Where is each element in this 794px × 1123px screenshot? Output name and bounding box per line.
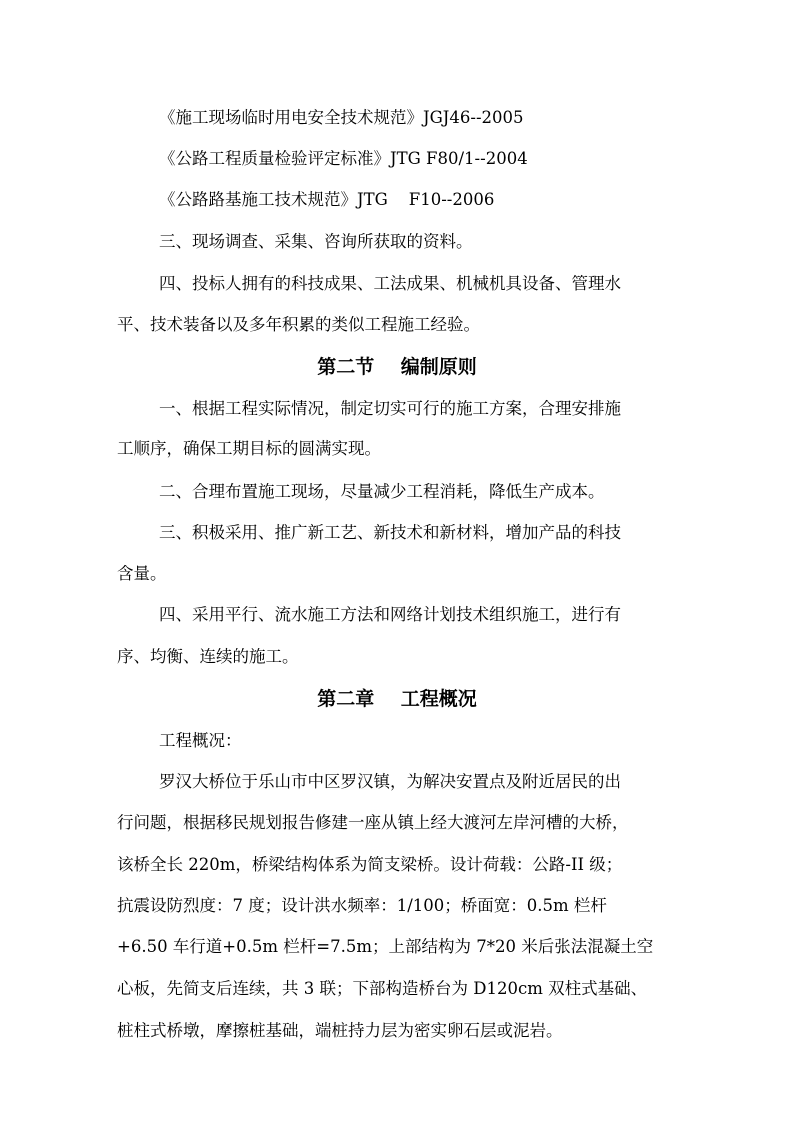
paragraph-line: 二、合理布置施工现场，尽量减少工程消耗，降低生产成本。 (159, 482, 605, 501)
reference-line: 《公路工程质量检验评定标准》JTG F80/1--2004 (159, 149, 528, 168)
paragraph-line: 抗震设防烈度：7 度；设计洪水频率：1/100；桥面宽：0.5m 栏杆 (117, 896, 607, 915)
paragraph-line: 四、投标人拥有的科技成果、工法成果、机械机具设备、管理水 (159, 274, 621, 293)
paragraph-line: +6.50 车行道+0.5m 栏杆=7.5m；上部结构为 7*20 米后张法混凝土空 (117, 937, 654, 956)
paragraph-line: 序、均衡、连续的施工。 (117, 647, 299, 666)
paragraph-line: 工顺序，确保工期目标的圆满实现。 (117, 439, 381, 458)
paragraph-line: 罗汉大桥位于乐山市中区罗汉镇，为解决安置点及附近居民的出 (159, 772, 621, 791)
paragraph-line: 行问题，根据移民规划报告修建一座从镇上经大渡河左岸河槽的大桥， (117, 813, 629, 832)
paragraph-line: 该桥全长 220m，桥梁结构体系为简支梁桥。设计荷载：公路-II 级； (117, 855, 623, 874)
paragraph-line: 四、采用平行、流水施工方法和网络计划技术组织施工，进行有 (159, 605, 621, 624)
paragraph-line: 桩柱式桥墩，摩擦桩基础，端桩持力层为密实卵石层或泥岩。 (117, 1021, 563, 1040)
paragraph-line: 三、现场调查、采集、咨询所获取的资料。 (159, 232, 473, 251)
reference-line: 《公路路基施工技术规范》JTG F10--2006 (159, 190, 495, 209)
paragraph-line: 三、积极采用、推广新工艺、新技术和新材料，增加产品的科技 (159, 523, 621, 542)
paragraph-line: 平、技术装备以及多年积累的类似工程施工经验。 (117, 315, 480, 334)
subsection-title: 工程概况： (159, 731, 242, 750)
chapter-heading: 第二章 工程概况 (317, 688, 477, 710)
paragraph-line: 含量。 (117, 564, 167, 583)
paragraph-line: 心板，先简支后连续，共 3 联；下部构造桥台为 D120cm 双柱式基础、 (117, 979, 648, 998)
section-heading: 第二节 编制原则 (317, 356, 477, 378)
paragraph-line: 一、根据工程实际情况，制定切实可行的施工方案，合理安排施 (159, 399, 621, 418)
reference-line: 《施工现场临时用电安全技术规范》JGJ46--2005 (159, 108, 524, 127)
